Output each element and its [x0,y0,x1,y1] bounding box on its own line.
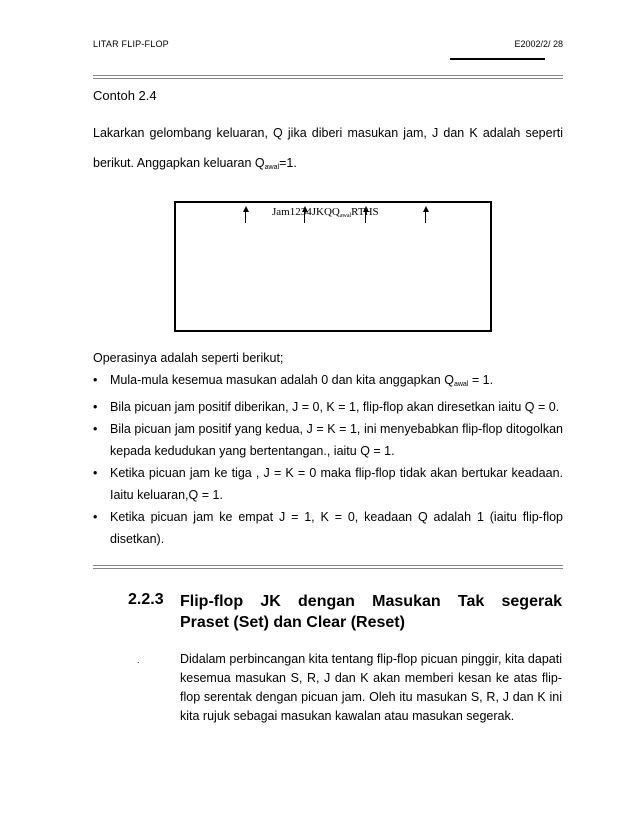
intro-line-2: berikut. Anggapkan keluaran $Q_{awal}=1$. [93,156,297,171]
list-item: • Mula-mula kesemua masukan adalah 0 dan kita anggapkan $Q_{awal} = 1$. [93,369,563,396]
section-title-line-2: Praset (Set) dan Clear (Reset) [180,614,405,631]
section-title-line-1: Flip-flop JK dengan Masukan Tak segerak [180,593,562,610]
list-item: • Bila picuan jam positif yang kedua, J = K = 1, ini menyebabkan flip-flop ditogolkan kepada kedudukan yang bertentangan., iaitu Q = 1. [93,418,563,462]
section-body: Didalam perbincangan kita tentang flip-flop picuan pinggir, kita dapati kesemua masukan S, R, J dan K akan memberi kesan ke atas flip-flop serentak dengan picuan jam. Oleh itu masukan S, R, J dan K ini kita rujuk sebagai masukan kawalan atau masukan segerak. [180,652,562,723]
divider-line [93,78,563,79]
margin-mark: . [137,655,140,665]
clock-arrow-icon [425,211,426,223]
timing-diagram-frame [174,201,492,332]
running-header-title: LITAR FLIP-FLOP [93,39,169,49]
operations-title: Operasinya adalah seperti berikut; [93,351,284,365]
running-header-page: E2002/2/ 28 [514,39,563,49]
example-intro [93,118,563,183]
diagram-labels: $Jam1234JKQQ_{awal}RTHS$ [272,206,379,219]
header-accent-bar [450,58,545,60]
example-title: Contoh 2.4 [93,88,157,103]
section-number: 2.2.3 [128,591,164,608]
intro-line-1: Lakarkan gelombang keluaran, Q jika diberi masukan jam, J dan K adalah seperti [93,126,563,140]
divider-line [93,75,563,76]
clock-arrow-icon [245,211,246,223]
list-item: • Bila picuan jam positif diberikan, J = 0, K = 1, flip-flop akan diresetkan iaitu Q = 0. [93,396,563,418]
divider-line [93,565,563,566]
divider-line [93,568,563,569]
list-item: • Ketika picuan jam ke empat J = 1, K = 0, keadaan Q adalah 1 (iaitu flip-flop disetkan). [93,506,563,550]
list-item: • Ketika picuan jam ke tiga , J = K = 0 maka flip-flop tidak akan bertukar keadaan. Iaitu keluaran,Q = 1. [93,462,563,506]
operations-list [93,369,563,550]
section-title [180,591,562,633]
